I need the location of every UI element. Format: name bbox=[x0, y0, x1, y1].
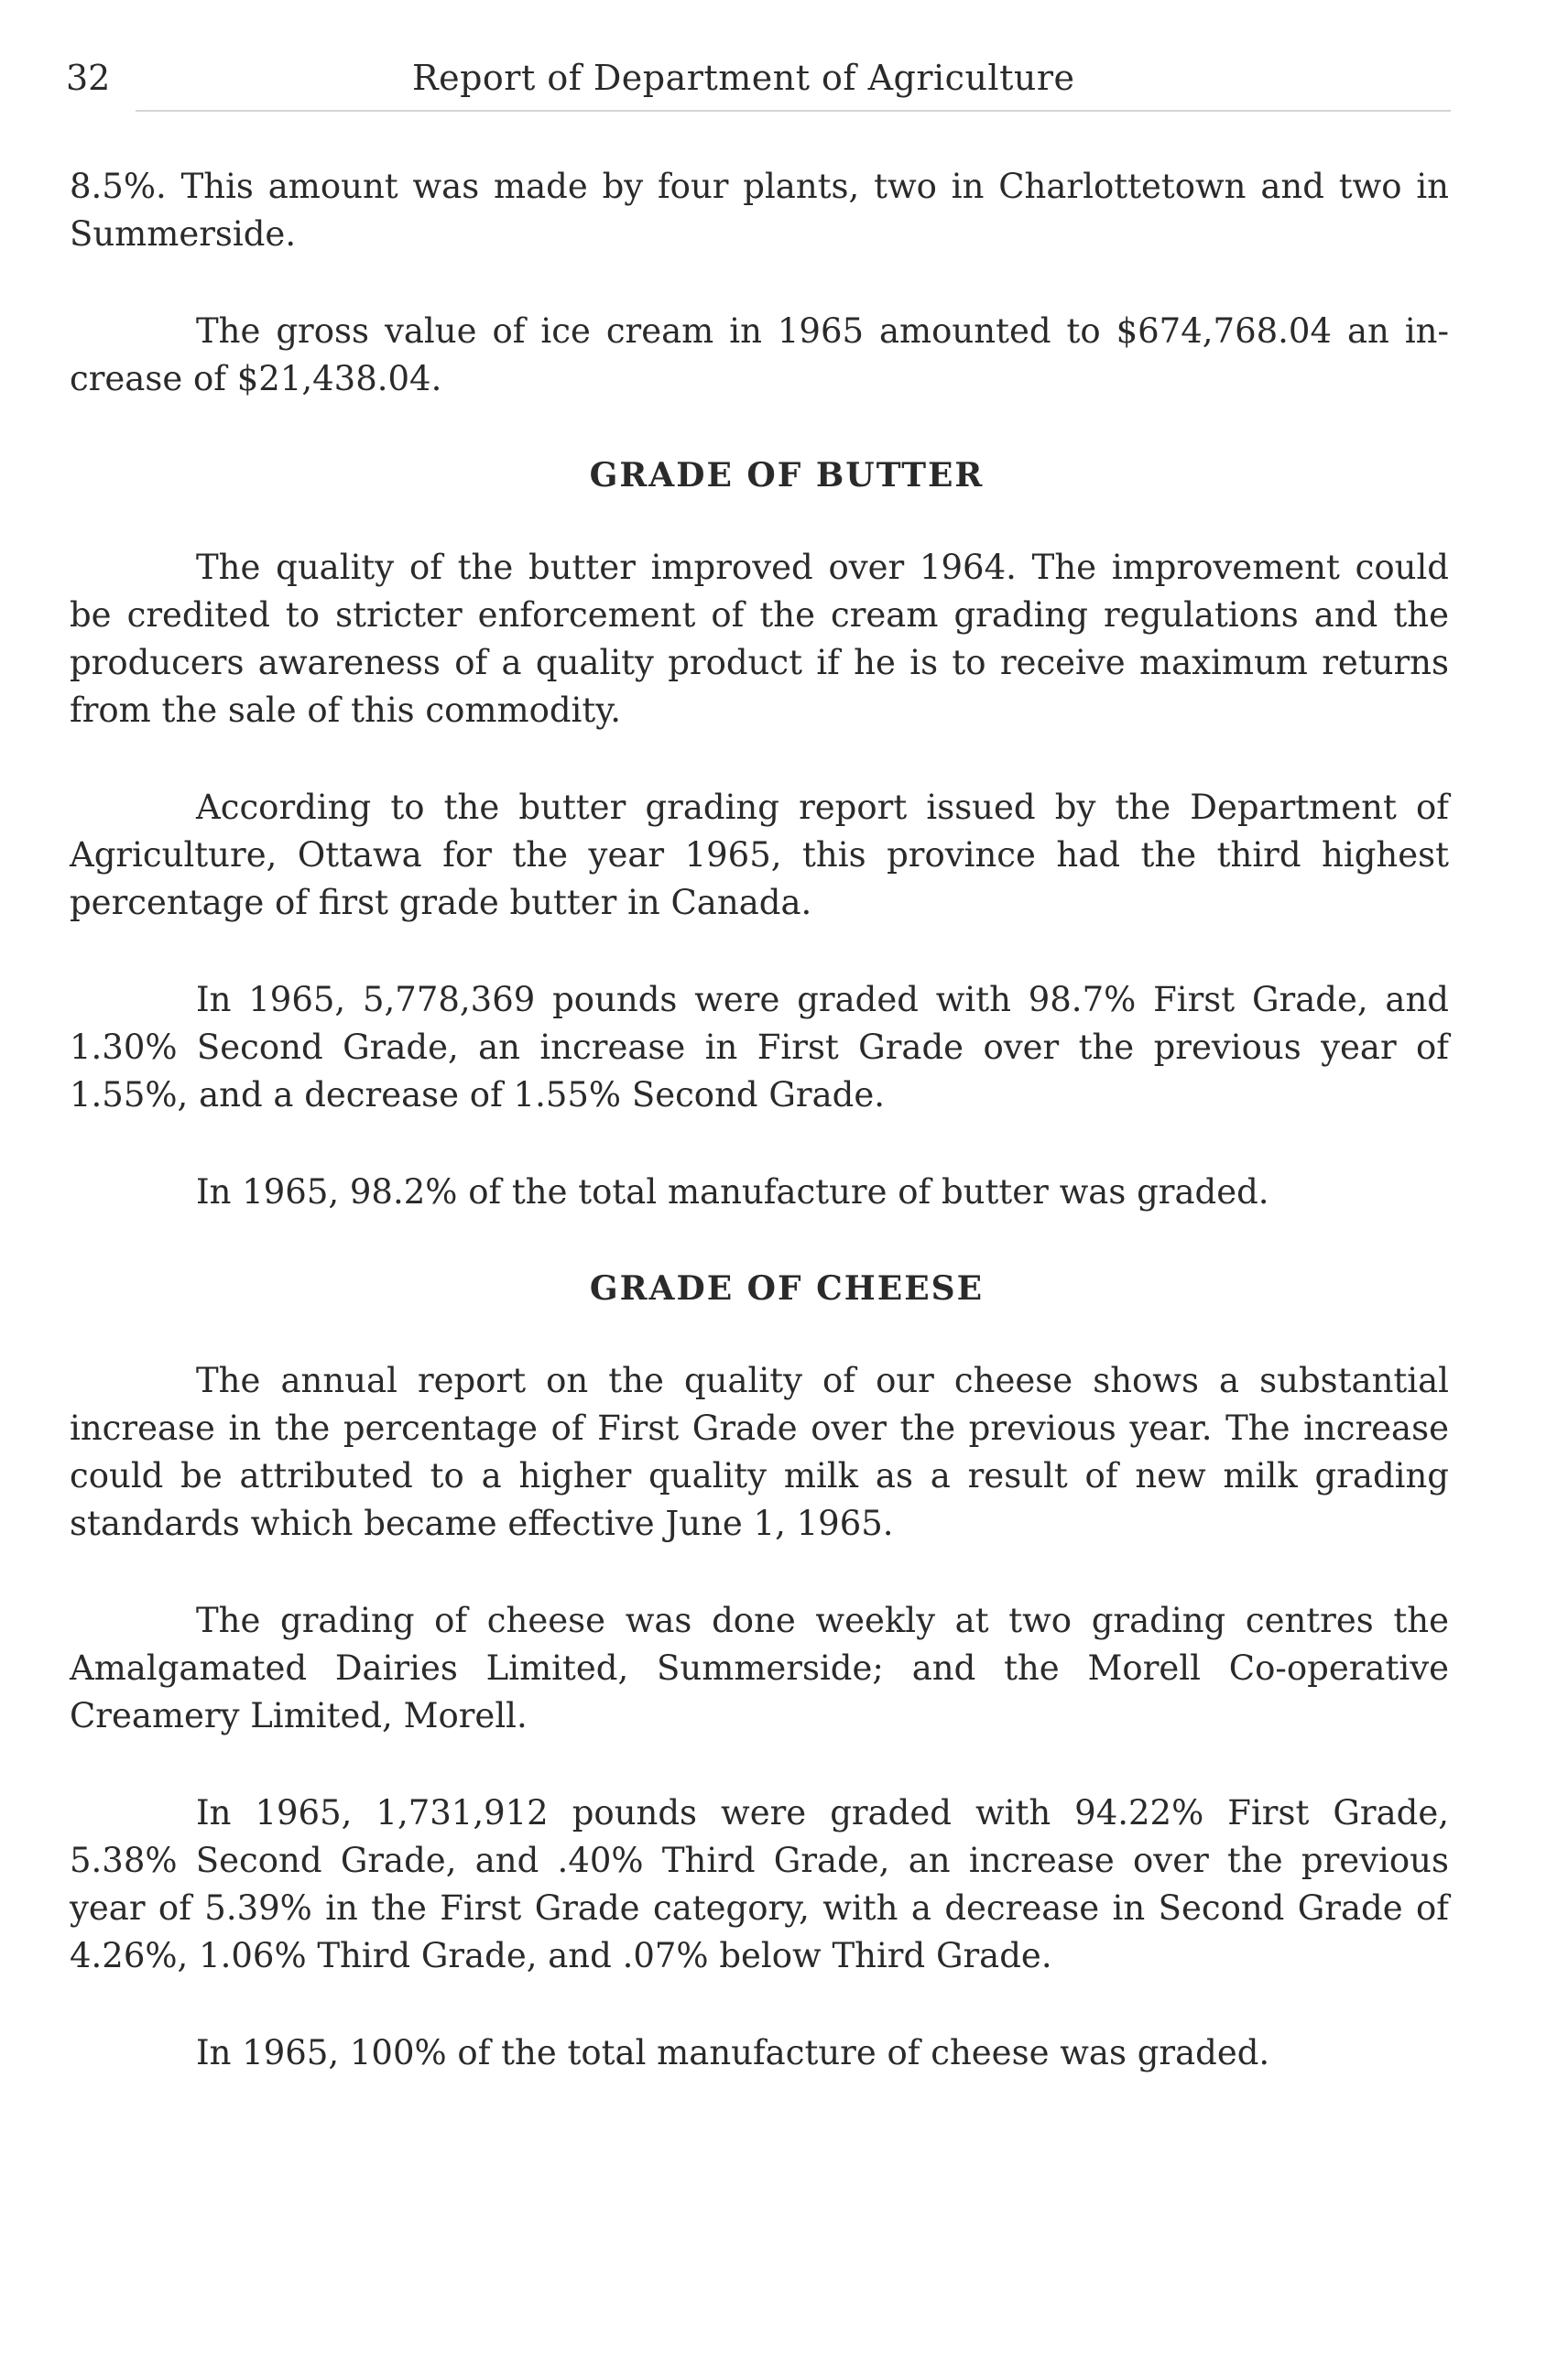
paragraph-ice-cream-value: The gross value of ice cream in 1965 amounted to $674,768.04 an increase of $21,438.04. bbox=[70, 311, 1449, 398]
page-header bbox=[66, 55, 1449, 110]
paragraph-butter-graded-total: In 1965, 98.2% of the total manufacture of butter was graded. bbox=[196, 1172, 1269, 1212]
running-title: Report of Department of Agriculture bbox=[412, 58, 1075, 98]
paragraph-butter-report: According to the butter grading report issued by the Department of Agriculture, Ottawa for the year 1965, this province had the third highest percentage of first grade butter in Canada. bbox=[70, 788, 1449, 922]
paragraph-butter-quality: The quality of the butter improved over 1964. The improvement could be credited to stricter enforcement of the cream grading regulations and the producers awareness of a quality product if he is to receive maximum returns from the sale of this commodity. bbox=[70, 548, 1449, 730]
heading-grade-of-cheese: GRADE OF CHEESE bbox=[589, 1269, 985, 1308]
paragraph-cheese-graded-total: In 1965, 100% of the total manufacture of cheese was graded. bbox=[196, 2033, 1270, 2072]
heading-grade-of-butter: GRADE OF BUTTER bbox=[589, 456, 985, 495]
paragraph-cheese-grading-centres: The grading of cheese was done weekly at two grading centres the Amalgamated Dairies Limited, Summerside; and the Morell Co-operative Creamery Limited, Morell. bbox=[70, 1601, 1449, 1735]
header-rule bbox=[136, 110, 1451, 112]
page-body bbox=[70, 163, 1449, 2126]
paragraph-ice-cream-plants: 8.5%. This amount was made by four plants, two in Charlottetown and two in Summerside. bbox=[70, 167, 1449, 254]
paragraph-cheese-grading-figures: In 1965, 1,731,912 pounds were graded with 94.22% First Grade, 5.38% Second Grade, and .40% Third Grade, an increase over the previous year of 5.39% in the First Grade category, with a decrease in Second Grade of 4.26%, 1.06% Third Grade, and .07% below Third Grade. bbox=[70, 1793, 1449, 1975]
paragraph-butter-grading-figures: In 1965, 5,778,369 pounds were graded with 98.7% First Grade, and 1.30% Second Grade, an increase in First Grade over the previous year of 1.55%, and a decrease of 1.55% Second Grade. bbox=[70, 980, 1449, 1115]
paragraph-cheese-quality: The annual report on the quality of our cheese shows a substantial increase in the percentage of First Grade over the previous year. The increase could be attributed to a higher quality milk as a result of new milk grading standards which became effective June 1, 1965. bbox=[70, 1361, 1449, 1543]
page-number: 32 bbox=[66, 58, 111, 98]
